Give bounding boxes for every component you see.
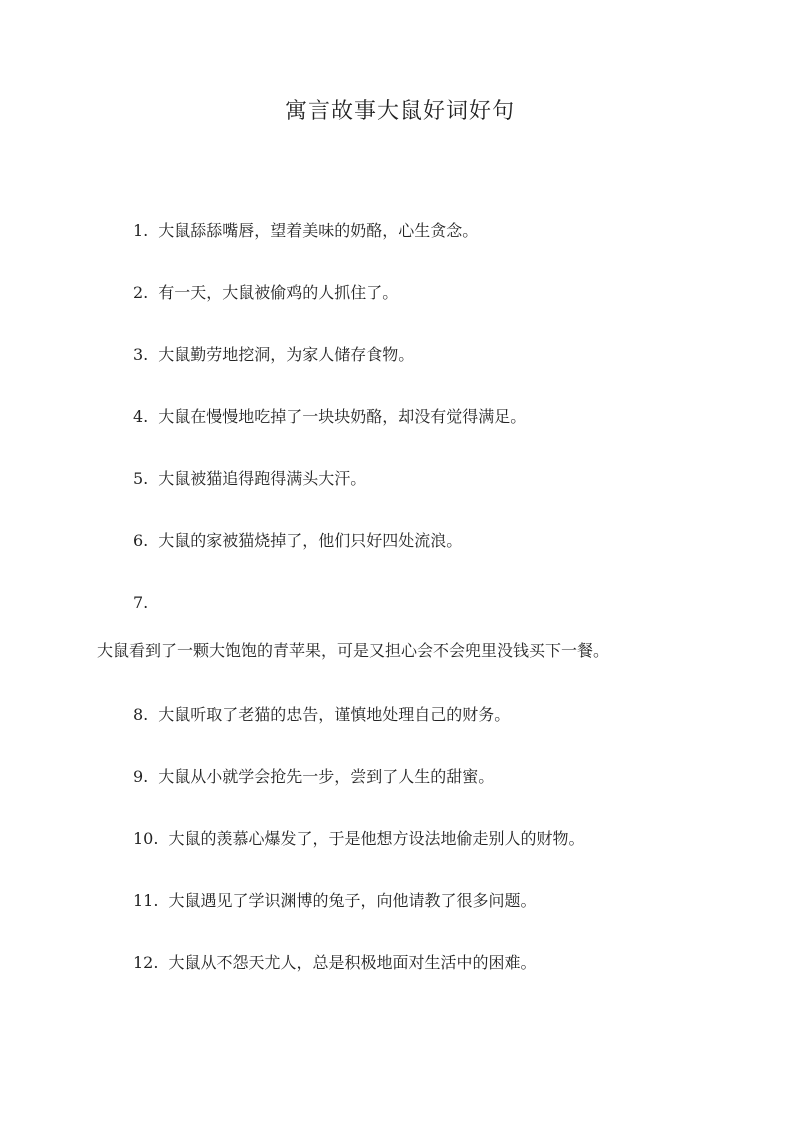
item-text: 大鼠勤劳地挖洞，为家人储存食物。 <box>158 345 415 364</box>
item-text: 大鼠从小就学会抢先一步，尝到了人生的甜蜜。 <box>158 767 495 786</box>
item-number: 2. <box>133 283 149 302</box>
list-item <box>133 827 584 851</box>
list-item <box>133 765 494 789</box>
list-item <box>133 281 398 305</box>
list-item <box>133 889 536 913</box>
list-item <box>133 467 366 491</box>
item-number: 9. <box>133 767 149 786</box>
list-item <box>133 951 536 975</box>
item-number: 12. <box>133 953 159 972</box>
item-text: 大鼠的家被猫烧掉了，他们只好四处流浪。 <box>158 531 463 550</box>
list-item-wrapped-text <box>97 639 609 663</box>
list-item <box>133 219 478 243</box>
list-item <box>133 703 510 727</box>
item-text: 大鼠看到了一颗大饱饱的青苹果，可是又担心会不会兜里没钱买下一餐。 <box>97 641 610 660</box>
list-item <box>133 405 526 429</box>
item-number: 6. <box>133 531 149 550</box>
item-number: 10. <box>133 829 159 848</box>
list-item <box>133 529 462 553</box>
item-text: 大鼠被猫追得跑得满头大汗。 <box>158 469 367 488</box>
item-text: 大鼠舔舔嘴唇，望着美味的奶酪，心生贪念。 <box>158 221 479 240</box>
item-number: 5. <box>133 469 149 488</box>
item-text: 有一天，大鼠被偷鸡的人抓住了。 <box>158 283 399 302</box>
item-text: 大鼠听取了老猫的忠告，谨慎地处理自己的财务。 <box>158 705 511 724</box>
item-number: 3. <box>133 345 149 364</box>
item-number: 11. <box>133 891 159 910</box>
list-item <box>133 343 414 367</box>
item-text: 大鼠在慢慢地吃掉了一块块奶酪，却没有觉得满足。 <box>158 407 527 426</box>
item-number: 4. <box>133 407 149 426</box>
item-number: 7. <box>133 593 149 612</box>
document-title: 寓言故事大鼠好词好句 <box>284 99 515 124</box>
item-text: 大鼠遇见了学识渊博的兔子，向他请教了很多问题。 <box>168 891 537 910</box>
item-number: 8. <box>133 705 149 724</box>
item-number: 1. <box>133 221 149 240</box>
item-text: 大鼠从不怨天尤人，总是积极地面对生活中的困难。 <box>168 953 537 972</box>
item-text: 大鼠的羡慕心爆发了，于是他想方设法地偷走别人的财物。 <box>168 829 585 848</box>
list-item-number-only <box>133 591 158 615</box>
